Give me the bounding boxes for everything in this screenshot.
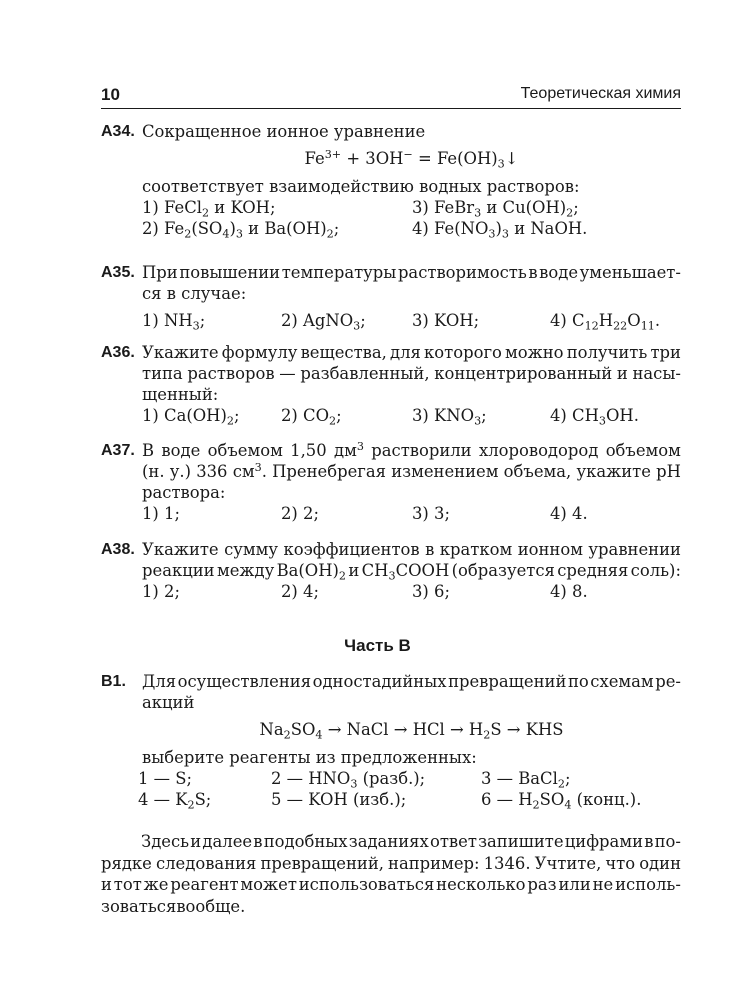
question-text: типа растворов — разбавленный, концентрированный и насы- — [142, 364, 681, 383]
answer-option-3: 3) $KNO_3$; — [412, 406, 487, 428]
question-a36 — [101, 342, 681, 426]
answer-option-1: 1) $Ca(OH)_2$; — [142, 406, 240, 428]
answer-option-3: 3) 3; — [412, 504, 450, 523]
transformation-scheme: $Na_2SO_4$ → NaCl → HCl → $H_2S$ → KHS — [259, 720, 564, 742]
answer-option-3: 3) FeBr$_3$ и $Cu(OH)_2$; — [412, 198, 579, 220]
answer-option-2: 2) $Fe_2(SO_4)_3$ и $Ba(OH)_2$; — [142, 219, 340, 241]
question-text: В воде объемом 1,50 $дм^3$ растворили хлороводород объемом — [142, 439, 681, 460]
instruction-paragraph — [101, 831, 681, 917]
section-title-part-b: Часть B — [344, 636, 411, 655]
question-number: A37. — [101, 442, 135, 459]
question-number: A35. — [101, 264, 135, 281]
question-text: Для осуществления одностадийных превращений по схемам ре- — [142, 672, 681, 691]
question-text: соответствует взаимодействию водных растворов: — [142, 177, 580, 196]
reagent-3: 3 — BaCl$_2$; — [481, 769, 571, 791]
reagent-2: 2 — $HNO_3$ (разб.); — [271, 769, 426, 791]
page-header — [101, 82, 681, 108]
question-a38 — [101, 539, 681, 602]
question-text: щенный: — [142, 385, 219, 404]
page-number: 10 — [101, 85, 120, 104]
question-text: раствора: — [142, 483, 226, 502]
answer-option-2: 2) 4; — [281, 582, 319, 601]
question-number: A36. — [101, 344, 135, 361]
reagent-6: 6 — $H_2SO_4$ (конц.). — [481, 790, 642, 812]
question-text: ся в случае: — [142, 284, 247, 303]
answer-option-1: 1) 2; — [142, 582, 180, 601]
question-text: Сокращенное ионное уравнение — [142, 122, 426, 141]
answer-option-4: 4) 8. — [550, 582, 588, 601]
question-text: (н. у.) 336 $см^3$. Пренебрегая изменением объема, укажите pH — [142, 460, 681, 481]
question-a37 — [101, 440, 681, 524]
header-rule — [101, 108, 681, 109]
question-a35 — [101, 262, 681, 331]
question-text: Укажите сумму коэффициентов в кратком ионном уравнении — [142, 540, 681, 559]
question-a34 — [101, 121, 681, 239]
paragraph-line: и тот же реагент может использоваться несколько раз или не исполь- — [101, 875, 681, 894]
question-number: B1. — [101, 673, 126, 690]
answer-option-1: 1) $NH_3$; — [142, 311, 206, 333]
question-text: При повышении температуры растворимость в воде уменьшает- — [142, 263, 681, 282]
answer-option-1: 1) FeCl$_2$ и KOH; — [142, 198, 276, 220]
reagent-1: 1 — S; — [138, 769, 192, 788]
paragraph-line: рядке следования превращений, например: 1346. Учтите, что один — [101, 853, 681, 873]
paragraph-line: Здесь и далее в подобных заданиях ответ запишите цифрами в по- — [141, 832, 681, 851]
question-text: акций — [142, 693, 195, 712]
running-title: Теоретическая химия — [520, 85, 681, 102]
question-text: выберите реагенты из предложенных: — [142, 748, 477, 767]
answer-option-3: 3) 6; — [412, 582, 450, 601]
answer-option-3: 3) KOH; — [412, 311, 480, 330]
reagent-5: 5 — KOH (изб.); — [271, 790, 407, 809]
answer-option-2: 2) AgNO$_3$; — [281, 311, 366, 333]
answer-option-2: 2) 2; — [281, 504, 319, 523]
answer-option-1: 1) 1; — [142, 504, 180, 523]
answer-option-2: 2) $CO_2$; — [281, 406, 342, 428]
answer-option-4: 4) $C_{12}H_{22}O_{11}$. — [550, 311, 661, 333]
reagent-4: 4 — $K_2S$; — [138, 790, 212, 812]
question-number: A34. — [101, 123, 135, 140]
question-text: Укажите формулу вещества, для которого можно получить три — [142, 343, 681, 362]
question-number: A38. — [101, 541, 135, 558]
answer-option-4: 4) $Fe(NO_3)_3$ и NaOH. — [412, 219, 588, 241]
question-text: реакции между $Ba(OH)_2$ и $CH_3COOH$ (образуется средняя соль): — [142, 561, 681, 583]
ionic-equation: $Fe^{3+} + 3OH^-$ = $Fe(OH)_3↓$ — [304, 147, 519, 171]
answer-option-4: 4) 4. — [550, 504, 588, 523]
question-b1 — [101, 671, 681, 810]
paragraph-line: зоваться вообще. — [101, 896, 246, 916]
answer-option-4: 4) $CH_3OH$. — [550, 406, 639, 428]
